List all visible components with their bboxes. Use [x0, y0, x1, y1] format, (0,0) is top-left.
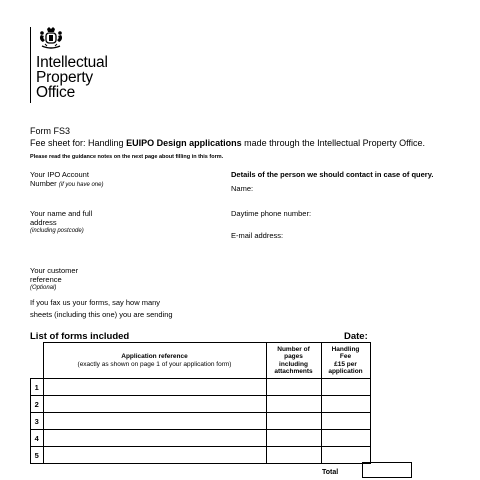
account-hint: (if you have one): [58, 182, 104, 188]
form-description: [30, 138, 425, 148]
table-row: [31, 430, 371, 447]
col-fee-line-3: £15 per: [334, 360, 357, 368]
col-fee-line-1: Handling: [331, 345, 360, 353]
col-pages-line-2: pages: [284, 353, 303, 360]
total-fee-box[interactable]: [362, 462, 412, 478]
ref-label-line-1: Your customer: [30, 266, 79, 275]
application-reference-cell[interactable]: [43, 430, 266, 447]
fee-cell[interactable]: [321, 396, 370, 413]
account-label-text: Number: [30, 179, 59, 188]
application-reference-cell[interactable]: [43, 447, 266, 464]
row-number: 2: [31, 396, 44, 413]
org-line-2: Property: [36, 69, 93, 86]
form-id: Form FS3: [30, 126, 71, 136]
name-address-label: [30, 209, 92, 236]
fax-label-line-1: If you fax us your forms, say how many: [30, 298, 161, 307]
table-row: [31, 413, 371, 430]
fax-label-line-2: sheets (including this one) you are sending: [30, 310, 173, 319]
pages-cell[interactable]: [266, 413, 321, 430]
form-desc-pre: Fee sheet for: Handling: [30, 138, 127, 148]
account-label-line-2: [30, 179, 103, 190]
col-pages-line-1: Number of: [277, 345, 310, 353]
contact-email-label: E-mail address:: [231, 231, 284, 240]
col-fee-line-2: Fee: [339, 353, 352, 360]
contact-heading: Details of the person we should contact in case of query.: [231, 170, 434, 179]
ref-hint: (Optional): [30, 285, 57, 291]
form-desc-post: made through the Intellectual Property Office.: [241, 138, 426, 148]
header-spacer: [31, 343, 44, 379]
account-label-line-1: Your IPO Account: [30, 170, 89, 179]
col-ref-sub: (exactly as shown on page 1 of your application form): [77, 360, 232, 368]
col-pages-line-3: including: [279, 360, 308, 368]
name-label-line-1: Your name and full: [30, 209, 93, 218]
contact-phone-label: Daytime phone number:: [231, 209, 312, 218]
fee-cell[interactable]: [321, 430, 370, 447]
date-label: Date:: [344, 331, 368, 342]
pages-cell[interactable]: [266, 447, 321, 464]
table-row: [31, 379, 371, 396]
contact-name-label: Name:: [231, 184, 254, 193]
name-hint: (including postcode): [30, 228, 84, 234]
fee-cell[interactable]: [321, 413, 370, 430]
row-number: 1: [31, 379, 44, 396]
name-label-line-2: address: [30, 218, 57, 227]
org-line-1: Intellectual: [36, 54, 108, 71]
org-line-3: Office: [36, 84, 76, 101]
total-label: Total: [322, 469, 339, 476]
organisation-name: [36, 55, 108, 100]
pages-cell[interactable]: [266, 396, 321, 413]
pages-cell[interactable]: [266, 379, 321, 396]
customer-reference-label: [30, 266, 78, 293]
logo-rule: [30, 27, 31, 103]
table-row: [31, 396, 371, 413]
col-ref-title: Application reference: [121, 353, 188, 360]
application-reference-cell[interactable]: [43, 379, 266, 396]
row-number: 4: [31, 430, 44, 447]
application-reference-cell[interactable]: [43, 396, 266, 413]
royal-coat-of-arms-icon: [38, 27, 64, 51]
row-number: 5: [31, 447, 44, 464]
forms-table: [30, 342, 371, 464]
fee-cell[interactable]: [321, 447, 370, 464]
account-number-label: [30, 170, 103, 190]
fee-cell[interactable]: [321, 379, 370, 396]
col-ref-header: [43, 343, 266, 379]
col-pages-line-4: attachments: [274, 368, 313, 375]
table-row: [31, 447, 371, 464]
application-reference-cell[interactable]: [43, 413, 266, 430]
col-fee-line-4: application: [328, 368, 363, 375]
ref-label-line-2: reference: [30, 275, 62, 284]
col-pages-header: [266, 343, 321, 379]
pages-cell[interactable]: [266, 430, 321, 447]
row-number: 3: [31, 413, 44, 430]
fax-sheets-label: [30, 297, 173, 321]
guidance-note: Please read the guidance notes on the next page about filling in this form.: [30, 154, 224, 160]
list-title: List of forms included: [30, 331, 130, 342]
table-header-row: [31, 343, 371, 379]
form-desc-bold: EUIPO Design applications: [126, 138, 242, 148]
col-fee-header: [321, 343, 370, 379]
